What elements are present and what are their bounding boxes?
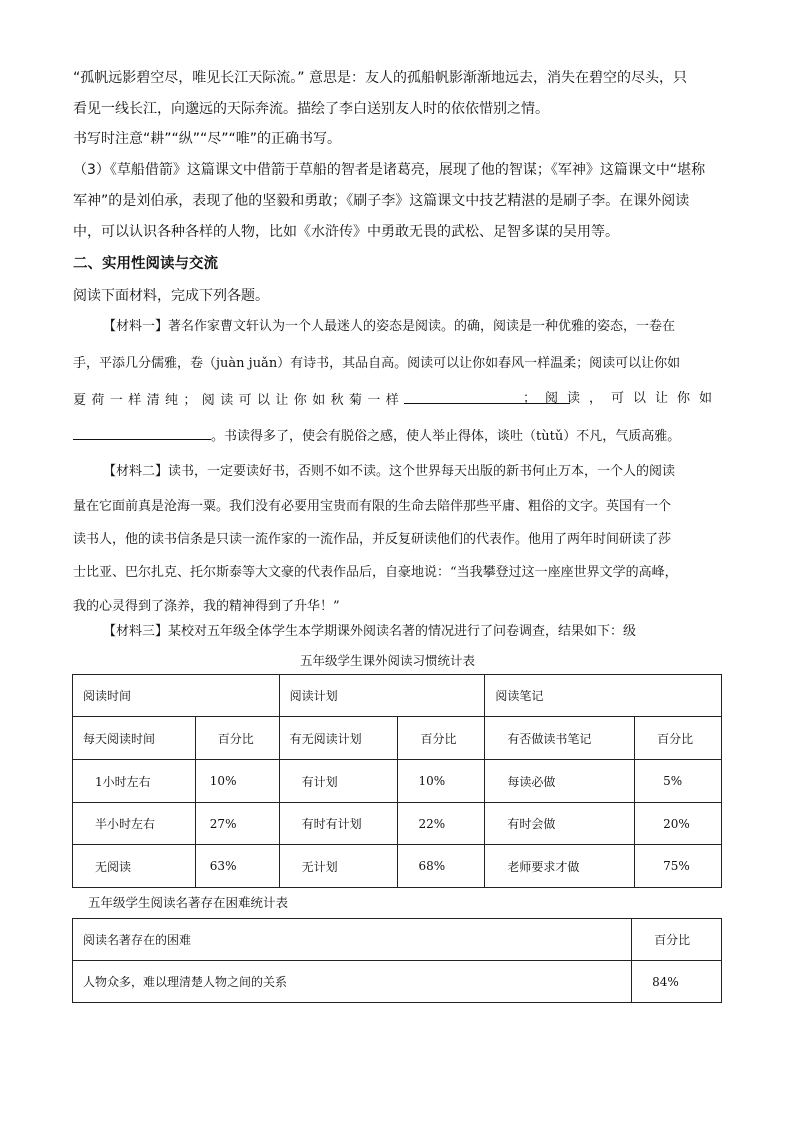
material2-line5: 我的心灵得到了涤养，我的精神得到了升华！” bbox=[73, 599, 340, 614]
table1-header-cell: 百分比 bbox=[195, 717, 279, 760]
table1-group-cell: 阅读时间 bbox=[73, 675, 280, 717]
material1-line4-text: 。书读得多了，使会有脱俗之感，使人举止得体，谈吐（tùtǔ）不凡，气质高雅。 bbox=[211, 429, 681, 444]
reading-habits-table bbox=[72, 674, 722, 888]
table1-header-cell: 百分比 bbox=[398, 717, 485, 760]
table1-cell: 有计划 bbox=[279, 760, 398, 803]
table1-caption: 五年级学生课外阅读习惯统计表 bbox=[300, 653, 476, 668]
table1-cell: 每读必做 bbox=[485, 760, 635, 803]
para1-line3: 书写时注意“耕”“纵”“尽”“唯”的正确书写。 bbox=[73, 131, 342, 147]
table-row bbox=[73, 845, 722, 888]
table1-cell: 27% bbox=[195, 803, 279, 845]
material2-line1: 【材料二】读书，一定要读好书，否则不如不读。这个世界每天出版的新书何止万本，一个人的阅读 bbox=[103, 464, 676, 479]
table1-header-row bbox=[73, 717, 722, 760]
table1-header-cell: 每天阅读时间 bbox=[73, 717, 196, 760]
table1-header-cell: 百分比 bbox=[635, 717, 722, 760]
table1-cell: 无阅读 bbox=[73, 845, 196, 888]
table1-cell: 5% bbox=[635, 760, 722, 803]
table1-cell: 半小时左右 bbox=[73, 803, 196, 845]
material1-line2: 手，平添几分儒雅，卷（juàn juǎn）有诗书，其品自高。阅读可以让你如春风一样温柔；阅读可以让你如 bbox=[73, 356, 681, 371]
material1-line3 bbox=[73, 389, 721, 411]
para1-line1: “孤帆远影碧空尽，唯见长江天际流。” 意思是：友人的孤船帆影渐渐地远去，消失在碧空的尽头，只 bbox=[73, 70, 687, 86]
table2-header-cell: 百分比 bbox=[632, 919, 722, 961]
table1-header-cell: 有无阅读计划 bbox=[279, 717, 398, 760]
table1-group-cell: 阅读笔记 bbox=[485, 675, 722, 717]
table1-cell: 无计划 bbox=[279, 845, 398, 888]
table1-group-cell: 阅读计划 bbox=[279, 675, 485, 717]
material2-line2: 量在它面前真是沧海一粟。我们没有必要用宝贵而有限的生命去陪伴那些平庸、粗俗的文字。英国有一个 bbox=[73, 499, 672, 514]
para2-line1: （3）《草船借箭》这篇课文中借箭于草船的智者是诸葛亮，展现了他的智谋；《军神》这篇课文中“堪称 bbox=[73, 162, 706, 178]
material1-line3-text-b: ；阅读，可以让你如 bbox=[522, 391, 721, 406]
table2-header-row bbox=[73, 919, 722, 961]
table2-header-cell: 阅读名著存在的困难 bbox=[73, 919, 632, 961]
table-row bbox=[73, 961, 722, 1003]
table1-cell: 20% bbox=[635, 803, 722, 845]
table2-caption: 五年级学生阅读名著存在困难统计表 bbox=[88, 895, 289, 910]
material2-line4: 士比亚、巴尔扎克、托尔斯泰等大文豪的代表作品后，自豪地说：“当我攀登过这一座座世界文学的高峰， bbox=[73, 565, 678, 580]
table2-cell: 人物众多，难以理清楚人物之间的关系 bbox=[73, 961, 632, 1003]
table1-cell: 63% bbox=[195, 845, 279, 888]
table1-cell: 有时会做 bbox=[485, 803, 635, 845]
section-title: 二、实用性阅读与交流 bbox=[73, 256, 218, 272]
table-row bbox=[73, 803, 722, 845]
table2-cell: 84% bbox=[632, 961, 722, 1003]
table1-cell: 有时有计划 bbox=[279, 803, 398, 845]
table1-group-row bbox=[73, 675, 722, 717]
table-row bbox=[73, 760, 722, 803]
material2-line3: 读书人，他的读书信条是只读一流作家的一流作品，并反复研读他们的代表作。他用了两年时间研读了莎 bbox=[73, 532, 672, 547]
para2-line2: 军神”的是刘伯承，表现了他的坚毅和勇敢；《刷子李》这篇课文中技艺精湛的是刷子李。在课外阅读 bbox=[73, 193, 690, 209]
instruction-text: 阅读下面材料，完成下列各题。 bbox=[73, 288, 269, 304]
fill-blank-2[interactable] bbox=[73, 425, 211, 440]
table1-cell: 75% bbox=[635, 845, 722, 888]
table1-cell: 1小时左右 bbox=[73, 760, 196, 803]
material1-line1: 【材料一】著名作家曹文轩认为一个人最迷人的姿态是阅读。的确，阅读是一种优雅的姿态，一卷在 bbox=[103, 319, 676, 334]
material1-line4 bbox=[73, 425, 680, 447]
para1-line2: 看见一线长江，向邈远的天际奔流。描绘了李白送别友人时的依依惜别之情。 bbox=[73, 101, 549, 117]
table1-cell: 10% bbox=[398, 760, 485, 803]
table1-cell: 22% bbox=[398, 803, 485, 845]
reading-difficulty-table bbox=[72, 918, 722, 1003]
material3-line1: 【材料三】某校对五年级全体学生本学期课外阅读名著的情况进行了问卷调查，结果如下：级 bbox=[103, 624, 637, 639]
material1-line3-text-a: 夏荷一样清纯；阅读可以让你如秋菊一样 bbox=[73, 393, 405, 408]
para2-line3: 中，可以认识各种各样的人物，比如《水浒传》中勇敢无畏的武松、足智多谋的吴用等。 bbox=[73, 224, 619, 240]
table1-cell: 10% bbox=[195, 760, 279, 803]
table1-cell: 老师要求才做 bbox=[485, 845, 635, 888]
table1-cell: 68% bbox=[398, 845, 485, 888]
table1-header-cell: 有否做读书笔记 bbox=[485, 717, 635, 760]
